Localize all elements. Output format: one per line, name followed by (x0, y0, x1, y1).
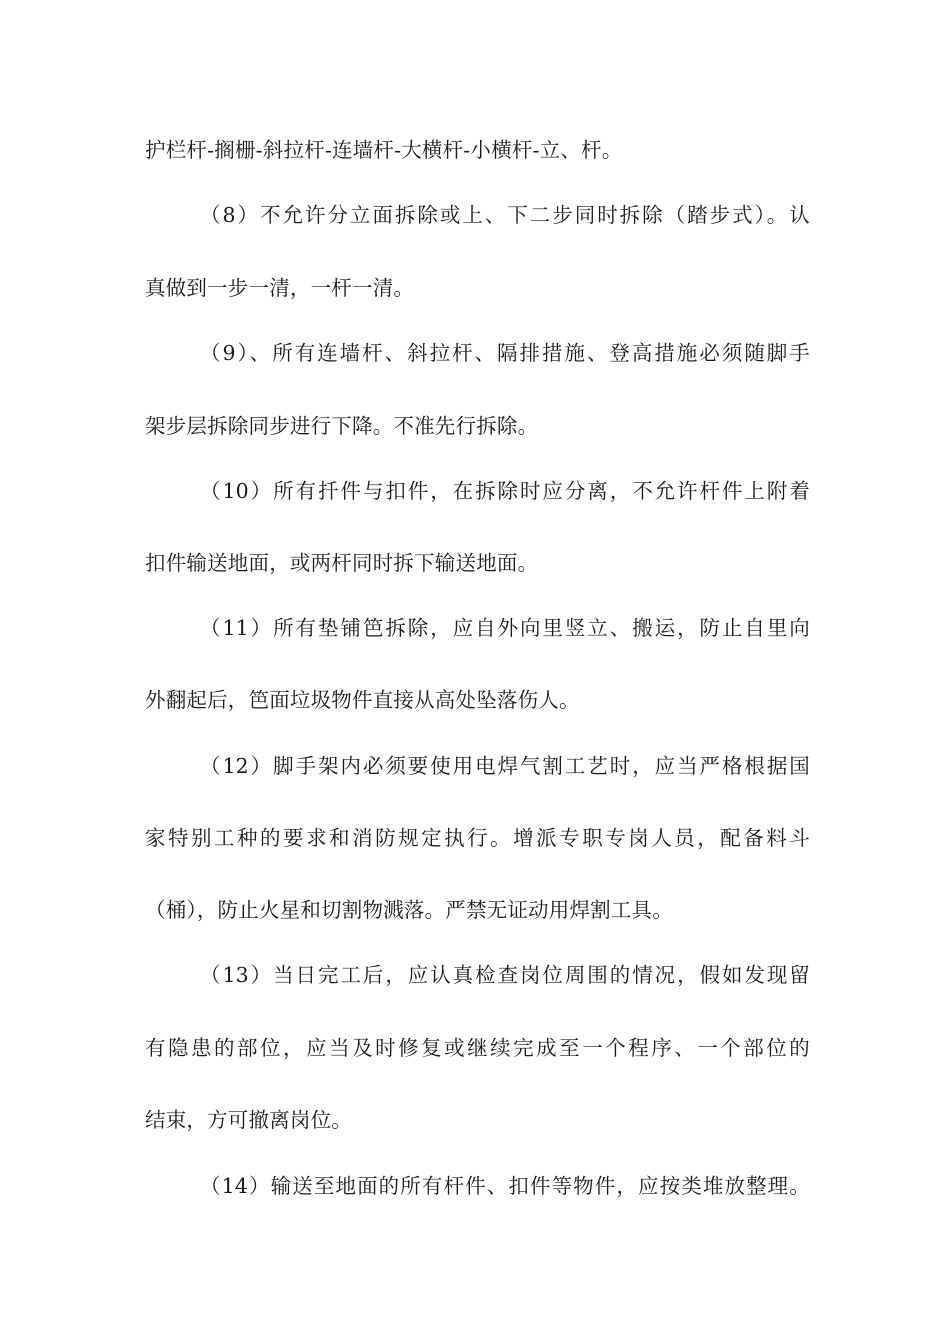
text-line: 扣件输送地面，或两杆同时拆下输送地面。 (145, 551, 539, 575)
text-line: 家特别工种的要求和消防规定执行。增派专职专岗人员，配备料斗 (145, 826, 810, 850)
text-line: 护栏杆-搁栅-斜拉杆-连墙杆-大横杆-小横杆-立、杆。 (145, 138, 623, 162)
text-line: （11）所有垫铺笆拆除，应自外向里竖立、搬运，防止自里向 (200, 616, 810, 640)
text-line: （桶），防止火星和切割物溅落。严禁无证动用焊割工具。 (145, 898, 673, 922)
text-line: 真做到一步一清，一杆一清。 (145, 276, 415, 300)
text-line: （8）不允许分立面拆除或上、下二步同时拆除（踏步式）。认 (200, 203, 810, 227)
text-line: （12）脚手架内必须要使用电焊气割工艺时，应当严格根据国 (200, 754, 810, 778)
text-line: （13）当日完工后，应认真检查岗位周围的情况，假如发现留 (200, 963, 810, 987)
text-line: （14）输送至地面的所有杆件、扣件等物件，应按类堆放整理。 (200, 1174, 810, 1198)
text-line: 结束，方可撤离岗位。 (145, 1108, 352, 1132)
text-line: 外翻起后，笆面垃圾物件直接从高处坠落伤人。 (145, 688, 580, 712)
text-line: 架步层拆除同步进行下降。不准先行拆除。 (145, 414, 539, 438)
text-line: 有隐患的部位，应当及时修复或继续完成至一个程序、一个部位的 (145, 1036, 810, 1060)
text-line: （9）、所有连墙杆、斜拉杆、隔排措施、登高措施必须随脚手 (200, 341, 810, 365)
text-line: （10）所有扦件与扣件，在拆除时应分离，不允许杆件上附着 (200, 479, 810, 503)
